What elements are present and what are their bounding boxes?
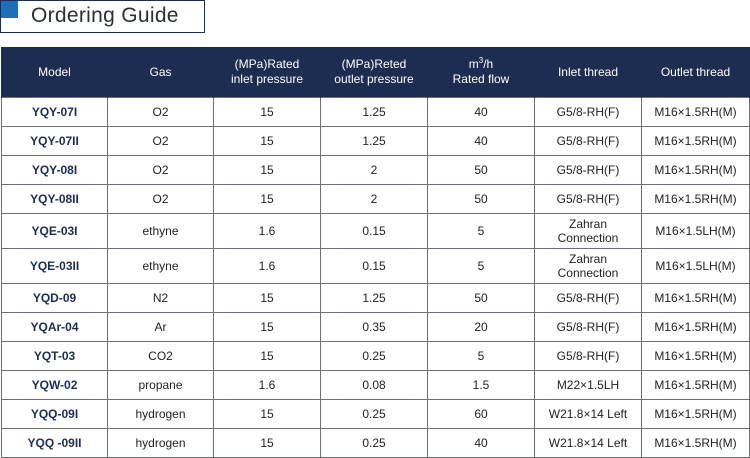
cell-inlet-thread: G5/8-RH(F)	[535, 156, 642, 185]
cell-inlet-thread: G5/8-RH(F)	[535, 185, 642, 214]
table-row	[2, 371, 750, 400]
cell-inlet-thread: Zahran Connection	[535, 214, 642, 249]
cell-outlet-pressure: 0.25	[321, 400, 428, 429]
cell-inlet-thread: M22×1.5LH	[535, 371, 642, 400]
cell-inlet-pressure: 15	[214, 127, 321, 156]
cell-gas: hydrogen	[108, 400, 214, 429]
cell-outlet-thread: M16×1.5RH(M)	[642, 185, 750, 214]
header-outlet-thread: Outlet thread	[642, 47, 750, 98]
cell-inlet-pressure: 15	[214, 156, 321, 185]
cell-outlet-thread: M16×1.5RH(M)	[642, 127, 750, 156]
table-row	[2, 185, 750, 214]
cell-inlet-pressure: 15	[214, 342, 321, 371]
cell-gas: CO2	[108, 342, 214, 371]
cell-inlet-pressure: 1.6	[214, 371, 321, 400]
table-row	[2, 127, 750, 156]
cell-gas: O2	[108, 127, 214, 156]
cell-outlet-pressure: 2	[321, 185, 428, 214]
cell-inlet-pressure: 15	[214, 313, 321, 342]
cell-gas: O2	[108, 156, 214, 185]
table-row	[2, 400, 750, 429]
cell-inlet-thread: G5/8-RH(F)	[535, 313, 642, 342]
cell-outlet-pressure: 1.25	[321, 127, 428, 156]
cell-inlet-thread: Zahran Connection	[535, 249, 642, 284]
cell-outlet-thread: M16×1.5RH(M)	[642, 313, 750, 342]
header-inlet-thread: Inlet thread	[535, 47, 642, 98]
cell-outlet-thread: M16×1.5RH(M)	[642, 156, 750, 185]
header-model: Model	[2, 47, 108, 98]
header-flow-line2: Rated flow	[452, 72, 510, 86]
cell-model: YQW-02	[2, 371, 108, 400]
cell-model: YQY-08I	[2, 156, 108, 185]
cell-rated-flow: 20	[428, 313, 535, 342]
header-rated-flow	[428, 47, 535, 98]
header-outlet-pressure-line1: (MPa)Reted	[341, 57, 407, 71]
header-outlet-pressure	[321, 47, 428, 98]
cell-outlet-pressure: 0.08	[321, 371, 428, 400]
cell-outlet-thread: M16×1.5RH(M)	[642, 429, 750, 458]
ordering-guide-table	[1, 47, 750, 458]
cell-model: YQQ -09II	[2, 429, 108, 458]
cell-rated-flow: 50	[428, 284, 535, 313]
table-row	[2, 214, 750, 249]
cell-outlet-thread: M16×1.5RH(M)	[642, 284, 750, 313]
cell-inlet-thread: G5/8-RH(F)	[535, 342, 642, 371]
cell-model: YQY-07II	[2, 127, 108, 156]
cell-outlet-pressure: 0.35	[321, 313, 428, 342]
cell-inlet-thread: G5/8-RH(F)	[535, 98, 642, 127]
cell-outlet-thread: M16×1.5RH(M)	[642, 98, 750, 127]
cell-outlet-pressure: 2	[321, 156, 428, 185]
cell-model: YQY-07I	[2, 98, 108, 127]
cell-outlet-pressure: 0.25	[321, 429, 428, 458]
cell-outlet-pressure: 0.15	[321, 249, 428, 284]
cell-rated-flow: 50	[428, 156, 535, 185]
cell-inlet-thread: G5/8-RH(F)	[535, 284, 642, 313]
cell-outlet-pressure: 1.25	[321, 98, 428, 127]
cell-model: YQD-09	[2, 284, 108, 313]
cell-gas: ethyne	[108, 249, 214, 284]
cell-outlet-thread: M16×1.5LH(M)	[642, 214, 750, 249]
cell-rated-flow: 5	[428, 342, 535, 371]
cell-inlet-pressure: 15	[214, 429, 321, 458]
ordering-guide-heading	[0, 0, 205, 33]
page-title: Ordering Guide	[31, 4, 179, 27]
cell-inlet-thread: W21.8×14 Left	[535, 400, 642, 429]
cell-inlet-pressure: 15	[214, 400, 321, 429]
cell-gas: ethyne	[108, 214, 214, 249]
header-gas: Gas	[108, 47, 214, 98]
cell-rated-flow: 5	[428, 249, 535, 284]
table-row	[2, 98, 750, 127]
cell-outlet-thread: M16×1.5RH(M)	[642, 400, 750, 429]
cell-gas: N2	[108, 284, 214, 313]
cell-inlet-pressure: 15	[214, 185, 321, 214]
cell-model: YQAr-04	[2, 313, 108, 342]
cell-model: YQE-03II	[2, 249, 108, 284]
cell-rated-flow: 50	[428, 185, 535, 214]
cell-inlet-pressure: 15	[214, 284, 321, 313]
cell-rated-flow: 40	[428, 429, 535, 458]
cell-model: YQE-03I	[2, 214, 108, 249]
cell-outlet-thread: M16×1.5RH(M)	[642, 371, 750, 400]
cell-outlet-pressure: 0.25	[321, 342, 428, 371]
cell-rated-flow: 5	[428, 214, 535, 249]
header-inlet-pressure-line2: inlet pressure	[230, 72, 304, 86]
cell-gas: O2	[108, 185, 214, 214]
cell-rated-flow: 40	[428, 127, 535, 156]
heading-marker-square	[1, 1, 18, 18]
cell-outlet-thread: M16×1.5RH(M)	[642, 342, 750, 371]
table-row	[2, 429, 750, 458]
table-row	[2, 249, 750, 284]
cell-inlet-thread: G5/8-RH(F)	[535, 127, 642, 156]
cell-outlet-pressure: 0.15	[321, 214, 428, 249]
cell-inlet-pressure: 1.6	[214, 214, 321, 249]
header-flow-unit-tail: /h	[483, 57, 494, 71]
header-inlet-pressure-line1: (MPa)Rated	[234, 57, 300, 71]
cell-gas: hydrogen	[108, 429, 214, 458]
header-flow-unit-base: m	[468, 57, 479, 71]
cell-inlet-pressure: 15	[214, 98, 321, 127]
table-row	[2, 156, 750, 185]
cell-gas: Ar	[108, 313, 214, 342]
header-outlet-pressure-line2: outlet pressure	[334, 72, 414, 86]
cell-gas: O2	[108, 98, 214, 127]
cell-outlet-pressure: 1.25	[321, 284, 428, 313]
cell-inlet-pressure: 1.6	[214, 249, 321, 284]
header-flow-unit-sup: 3	[478, 56, 484, 65]
cell-model: YQQ-09I	[2, 400, 108, 429]
table-header-row	[2, 47, 750, 98]
table-row	[2, 342, 750, 371]
cell-inlet-thread: W21.8×14 Left	[535, 429, 642, 458]
header-inlet-pressure	[214, 47, 321, 98]
cell-gas: propane	[108, 371, 214, 400]
cell-rated-flow: 1.5	[428, 371, 535, 400]
cell-rated-flow: 60	[428, 400, 535, 429]
table-row	[2, 313, 750, 342]
table-row	[2, 284, 750, 313]
cell-rated-flow: 40	[428, 98, 535, 127]
cell-model: YQT-03	[2, 342, 108, 371]
cell-outlet-thread: M16×1.5LH(M)	[642, 249, 750, 284]
cell-model: YQY-08II	[2, 185, 108, 214]
